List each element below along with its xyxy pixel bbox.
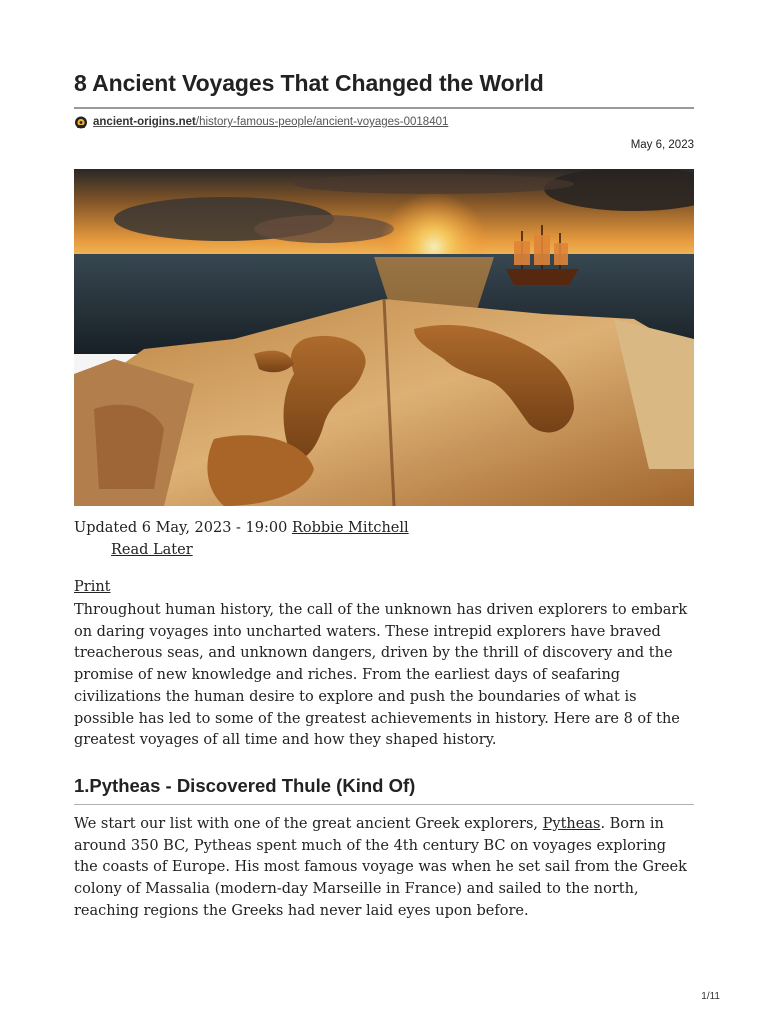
globe-favicon-icon: [74, 115, 88, 129]
title-divider: [74, 107, 694, 109]
read-later-link[interactable]: Read Later: [111, 542, 193, 558]
source-row: [74, 114, 448, 130]
ancient-map-ship-illustration: [74, 169, 694, 506]
source-link[interactable]: [93, 116, 448, 128]
updated-timestamp: Updated 6 May, 2023 - 19:00: [74, 520, 288, 536]
article-title: 8 Ancient Voyages That Changed the World: [74, 70, 544, 96]
intro-paragraph: Throughout human history, the call of the unknown has driven explorers to embark on daring voyages into uncharted waters. These intrepid explorers have braved treacherous seas, and unknown dangers, driven by the thrill of discovery and the promise of new knowledge and riches. From the earliest days of seafaring civilizations the human desire to explore and push the boundaries of what is possible has led to some of the greatest achievements in history. Here are 8 of the greatest voyages of all time and how they shaped history.: [74, 602, 688, 749]
section-divider: [74, 804, 694, 805]
print-link[interactable]: Print: [74, 579, 111, 595]
section-heading: 1.Pytheas - Discovered Thule (Kind Of): [74, 775, 416, 796]
pytheas-link[interactable]: Pytheas: [542, 816, 601, 832]
author-link[interactable]: Robbie Mitchell: [291, 520, 409, 536]
section-text-before: We start our list with one of the great ancient Greek explorers,: [74, 816, 543, 832]
hero-image: [74, 169, 694, 506]
section-text-after: . Born in around 350 BC, Pytheas spent much of the 4th century BC on voyages exploring the coasts of Europe. His most famous voyage was when he set sail from the Greek colony of Massalia (modern-day Marseille in France) and sailed to the north, reaching regions the Greeks had never laid eyes upon before.: [74, 816, 687, 919]
source-domain: ancient-origins.net: [93, 116, 196, 128]
section-paragraph: [74, 814, 694, 923]
byline: [74, 520, 409, 536]
page-number: 1/11: [701, 991, 720, 1002]
source-path: /history-famous-people/ancient-voyages-0018401: [195, 116, 449, 128]
publish-date: May 6, 2023: [630, 139, 694, 151]
